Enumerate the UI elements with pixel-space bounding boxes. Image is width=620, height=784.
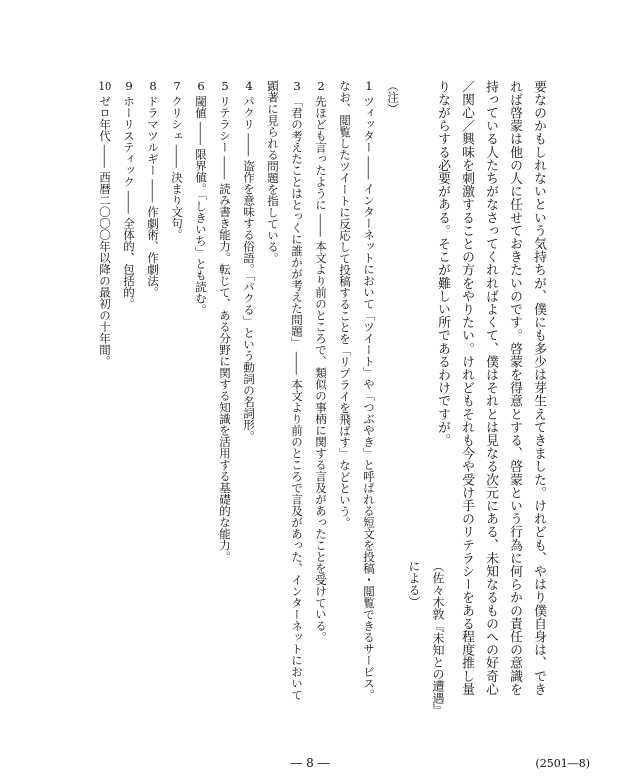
note-text: ホーリスティック ―― 全体的、包括的。 bbox=[122, 95, 136, 310]
note-number: 8 bbox=[149, 80, 157, 92]
note-item-8 bbox=[141, 80, 165, 705]
note-number: 6 bbox=[197, 80, 205, 92]
citation: （佐々木敦『未知との遭遇』による） bbox=[407, 560, 445, 716]
note-number: 2 bbox=[317, 80, 325, 92]
note-item-4 bbox=[237, 80, 261, 705]
note-item-1 bbox=[333, 80, 381, 705]
note-item-3 bbox=[261, 80, 309, 705]
note-text: 先ほども言ったように ―― 本文より前のところで、類似の事柄に関する言及があったことを受けている。 bbox=[314, 95, 328, 643]
note-item-5 bbox=[213, 80, 237, 705]
note-item-10 bbox=[93, 80, 117, 705]
note-text: 「君の考えたことはとっくに誰かが考えた問題」 ―― 本文より前のところで言及があった、インターネットにおいて顕著に見られる問題を指している。 bbox=[266, 80, 304, 701]
note-item-9 bbox=[117, 80, 141, 705]
note-number: 4 bbox=[245, 80, 253, 92]
note-text: ツィッター ―― インターネットにおいて「ツイート」や「つぶやき」と呼ばれる短文を投稿・閲覧できるサービス。なお、閲覧したツイートに反応して投稿することを「リプライを飛ばす」などという。 bbox=[338, 80, 376, 701]
main-paragraph: 要なのかもしれないという気持ちが、僕にも多少は芽生えてきました。けれども、やはり僕自身は、できれば啓蒙は他の人に任せておきたいのです。啓蒙を得意とする、啓蒙という行為に何らかの責任の意識を持っている人たちがなさってくれればよくて、僕はそれとは見なる次元にある、未知なるものへの好奇心／関心／興味を刺激することの方をやりたい。けれどもそれも今や受け手のリテラシーをある程度推し量りながらする必要がある。そこが難しい所であるわけですが。 bbox=[435, 80, 546, 696]
note-text: リテラシー ―― 読み書き能力。転じて、ある分野に関する知識を活用する基礎的な能力。 bbox=[218, 95, 232, 563]
notes-marker: （注） bbox=[386, 80, 400, 115]
notes-block bbox=[98, 80, 405, 705]
note-number: 3 bbox=[293, 80, 301, 92]
note-number: 5 bbox=[221, 80, 229, 92]
note-item-6 bbox=[189, 80, 213, 705]
note-number: 9 bbox=[125, 80, 133, 92]
exam-code: (2501―8) bbox=[535, 757, 590, 770]
note-text: パクリ ―― 盗作を意味する俗語。「パクる」という動詞の名詞形。 bbox=[242, 95, 256, 442]
note-text: ゼロ年代 ―― 西暦二〇〇〇年以降の最初の十年間。 bbox=[98, 95, 112, 367]
note-number: 10 bbox=[98, 80, 112, 92]
note-item-7 bbox=[165, 80, 189, 705]
note-text: ドラマツルギー ―― 作劇術、作劇法。 bbox=[146, 95, 160, 298]
page-number: ― 8 ― bbox=[290, 756, 330, 770]
note-item-2 bbox=[309, 80, 333, 705]
note-number: 1 bbox=[365, 80, 373, 92]
note-number: 7 bbox=[173, 80, 181, 92]
note-text: 閾値 ―― 限界値。「しきいち」とも読む。 bbox=[194, 95, 208, 316]
note-text: クリシェ ―― 決まり文句。 bbox=[170, 95, 184, 241]
